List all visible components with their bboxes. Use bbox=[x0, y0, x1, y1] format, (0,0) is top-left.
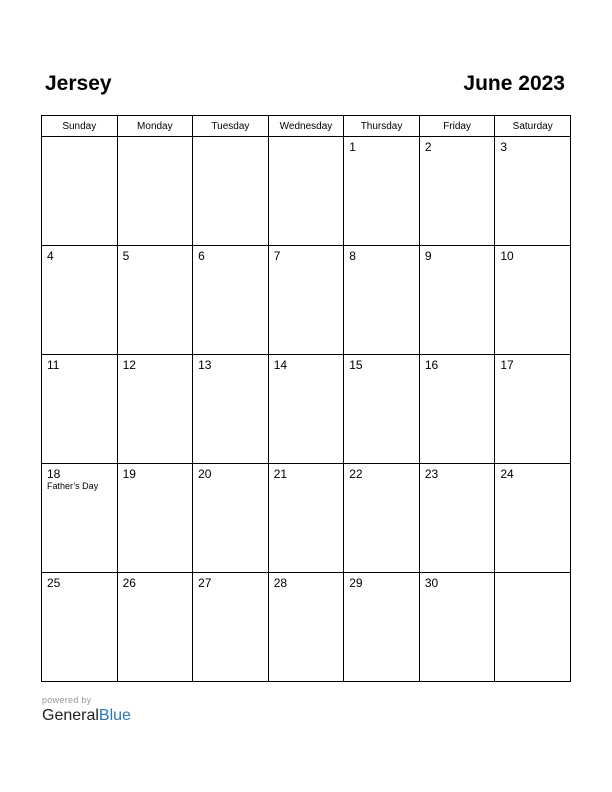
day-cell bbox=[495, 355, 571, 464]
day-number: 6 bbox=[198, 249, 205, 263]
holiday-label: Father’s Day bbox=[47, 481, 99, 491]
day-number: 4 bbox=[47, 249, 54, 263]
day-cell bbox=[344, 355, 420, 464]
day-cell bbox=[42, 246, 118, 355]
day-cell bbox=[117, 137, 193, 246]
weekday-sunday: Sunday bbox=[42, 116, 118, 137]
day-number: 28 bbox=[273, 576, 288, 590]
day-cell bbox=[193, 355, 269, 464]
calendar-grid bbox=[41, 115, 571, 682]
day-cell bbox=[117, 246, 193, 355]
day-number: 26 bbox=[122, 576, 136, 590]
calendar-title-country: Jersey bbox=[45, 72, 112, 95]
day-number: 17 bbox=[500, 358, 514, 372]
day-cell bbox=[193, 464, 269, 573]
day-number: 5 bbox=[122, 249, 130, 263]
day-number: 27 bbox=[198, 576, 212, 590]
day-cell bbox=[495, 464, 571, 573]
day-number: 14 bbox=[273, 358, 288, 372]
calendar-title-period: June 2023 bbox=[463, 72, 565, 95]
day-cell bbox=[419, 355, 495, 464]
week-row bbox=[42, 355, 571, 464]
week-row bbox=[42, 464, 571, 573]
brand-logo bbox=[42, 707, 131, 725]
day-number: 30 bbox=[424, 576, 439, 590]
day-number: 23 bbox=[424, 467, 439, 481]
footer-branding bbox=[42, 695, 131, 725]
week-row bbox=[42, 573, 571, 682]
day-number: 11 bbox=[47, 358, 60, 372]
day-cell bbox=[495, 573, 571, 682]
day-cell bbox=[419, 573, 495, 682]
day-cell bbox=[419, 137, 495, 246]
day-number: 20 bbox=[198, 467, 212, 481]
day-number: 13 bbox=[198, 358, 212, 372]
weekday-header-row bbox=[42, 116, 571, 137]
day-cell bbox=[344, 573, 420, 682]
day-cell bbox=[268, 355, 344, 464]
day-number: 9 bbox=[424, 249, 432, 263]
day-number: 25 bbox=[47, 576, 61, 590]
day-cell bbox=[268, 573, 344, 682]
day-number: 1 bbox=[349, 140, 356, 154]
day-cell bbox=[193, 137, 269, 246]
weekday-monday: Monday bbox=[117, 116, 193, 137]
day-number: 19 bbox=[122, 467, 136, 481]
day-cell bbox=[42, 464, 118, 573]
day-cell bbox=[268, 246, 344, 355]
day-cell bbox=[42, 355, 118, 464]
day-cell bbox=[344, 137, 420, 246]
day-number: 7 bbox=[273, 249, 281, 263]
day-cell bbox=[495, 246, 571, 355]
day-number: 15 bbox=[349, 358, 363, 372]
weekday-thursday: Thursday bbox=[344, 116, 420, 137]
brand-name-part1: General bbox=[42, 707, 99, 724]
day-number: 12 bbox=[122, 358, 136, 372]
weekday-tuesday: Tuesday bbox=[193, 116, 269, 137]
day-cell bbox=[419, 246, 495, 355]
day-cell bbox=[117, 573, 193, 682]
day-number: 16 bbox=[424, 358, 439, 372]
powered-by-label: powered by bbox=[42, 695, 92, 705]
weekday-saturday: Saturday bbox=[495, 116, 571, 137]
day-number: 21 bbox=[273, 467, 288, 481]
day-cell bbox=[42, 573, 118, 682]
day-cell bbox=[42, 137, 118, 246]
day-cell bbox=[495, 137, 571, 246]
brand-name-part2: Blue bbox=[98, 707, 131, 724]
day-cell bbox=[344, 246, 420, 355]
day-number: 29 bbox=[349, 576, 363, 590]
day-cell bbox=[193, 246, 269, 355]
day-cell bbox=[268, 137, 344, 246]
day-cell bbox=[268, 464, 344, 573]
week-row bbox=[42, 137, 571, 246]
day-number: 2 bbox=[424, 140, 432, 154]
day-number: 22 bbox=[349, 467, 363, 481]
day-cell bbox=[344, 464, 420, 573]
day-number: 10 bbox=[500, 249, 514, 263]
day-number: 18 bbox=[47, 467, 61, 481]
day-cell bbox=[117, 464, 193, 573]
week-row bbox=[42, 246, 571, 355]
day-number: 3 bbox=[500, 140, 508, 154]
day-cell bbox=[193, 573, 269, 682]
weekday-friday: Friday bbox=[419, 116, 495, 137]
day-number: 24 bbox=[500, 467, 514, 481]
day-number: 8 bbox=[349, 249, 356, 263]
day-cell bbox=[419, 464, 495, 573]
weekday-wednesday: Wednesday bbox=[268, 116, 344, 137]
day-cell bbox=[117, 355, 193, 464]
